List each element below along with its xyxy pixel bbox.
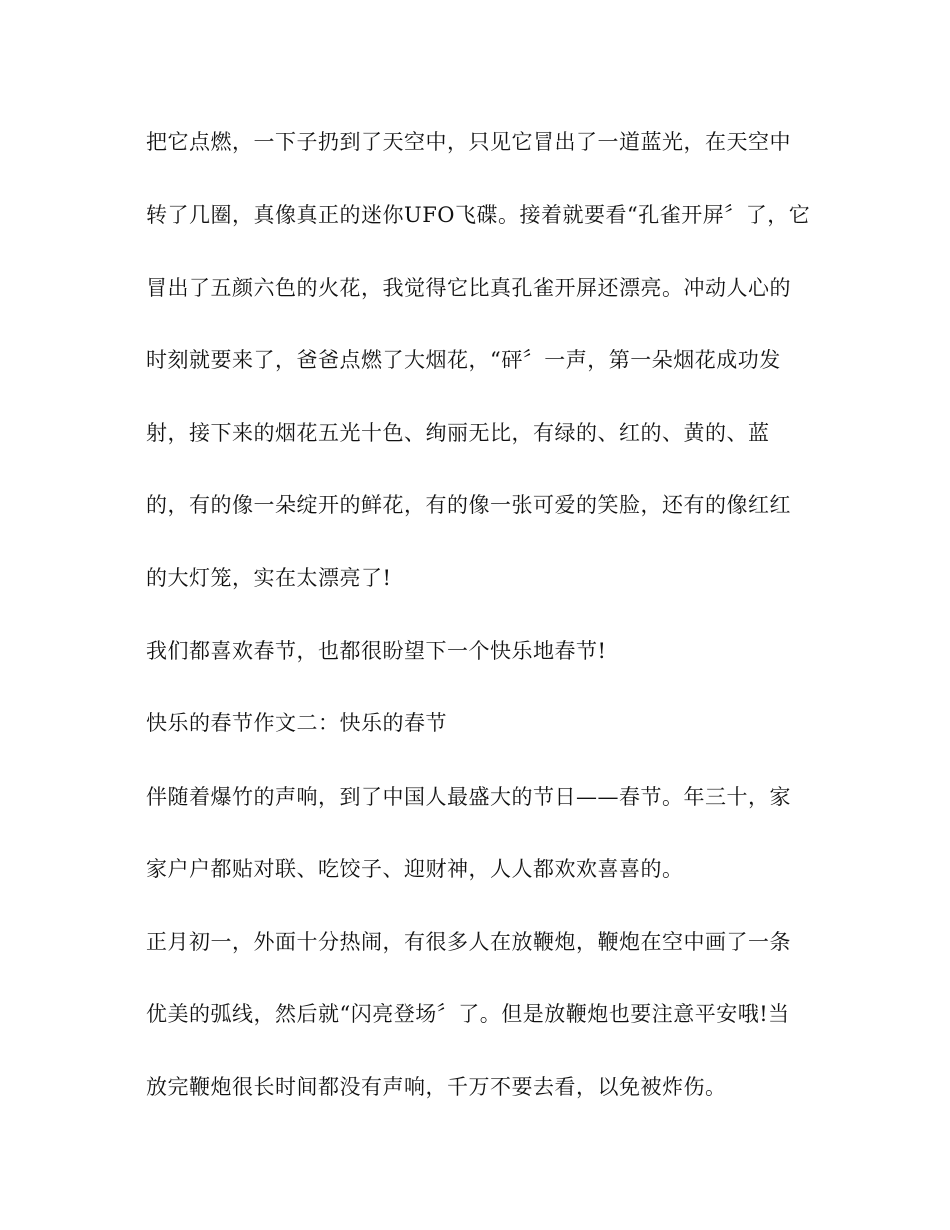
- section-heading: 快乐的春节作文二：快乐的春节: [146, 711, 447, 735]
- text-line: 射，接下来的烟花五光十色、绚丽无比，有绿的、红的、黄的、蓝: [146, 421, 770, 445]
- text-line: 的大灯笼，实在太漂亮了!: [146, 566, 392, 590]
- text-line: 家户户都贴对联、吃饺子、迎财神，人人都欢欢喜喜的。: [146, 857, 684, 881]
- text-line: 的，有的像一朵绽开的鲜花，有的像一张可爱的笑脸，还有的像红红: [146, 493, 791, 517]
- text-line: 转了几圈，真像真正的迷你UFO飞碟。接着就要看“孔雀开屏〞了，它: [146, 203, 811, 227]
- text-line: 把它点燃，一下子扔到了天空中，只见它冒出了一道蓝光，在天空中: [146, 130, 791, 154]
- text-line: 优美的弧线，然后就“闪亮登场〞了。但是放鞭炮也要注意平安哦!当: [146, 1002, 790, 1026]
- text-line: 我们都喜欢春节，也都很盼望下一个快乐地春节!: [146, 639, 607, 663]
- text-line: 正月初一，外面十分热闹，有很多人在放鞭炮，鞭炮在空中画了一条: [146, 930, 791, 954]
- text-line: 冒出了五颜六色的火花，我觉得它比真孔雀开屏还漂亮。冲动人心的: [146, 276, 791, 300]
- text-line: 时刻就要来了，爸爸点燃了大烟花，“砰〞一声，第一朵烟花成功发: [146, 348, 781, 372]
- text-line: 放完鞭炮很长时间都没有声响，千万不要去看，以免被炸伤。: [146, 1075, 727, 1099]
- text-line: 伴随着爆竹的声响，到了中国人最盛大的节日——春节。年三十，家: [146, 785, 791, 809]
